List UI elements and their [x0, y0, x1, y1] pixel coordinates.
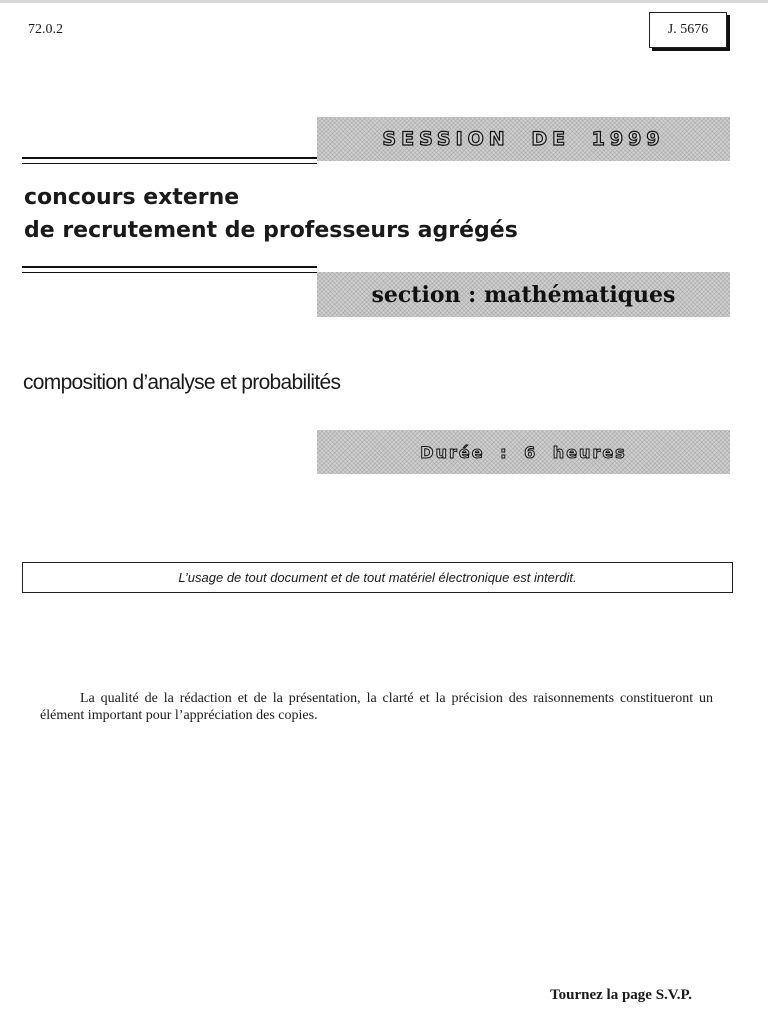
session-label: SESSION DE 1999: [382, 128, 665, 150]
section-label: section : mathématiques: [371, 281, 676, 308]
divider-rule-middle: [22, 266, 317, 268]
divider-rule-middle-thin: [22, 272, 317, 273]
instructions-text: La qualité de la rédaction et de la présentation, la clarté et la précision des raisonnements constitueront un élément important pour l’appréciation des copies.: [40, 691, 713, 723]
divider-rule-top: [22, 157, 317, 159]
section-banner: [317, 272, 730, 317]
notice-box: [22, 562, 733, 593]
instructions-paragraph: [40, 690, 713, 724]
exam-code: 72.0.2: [28, 22, 63, 37]
exam-title-line-2: de recrutement de professeurs agrégés: [24, 218, 518, 243]
notice-text: L’usage de tout document et de tout matériel électronique est interdit.: [178, 570, 577, 585]
reference-number: J. 5676: [667, 22, 709, 37]
session-banner: [317, 117, 730, 161]
duration-banner: [317, 430, 730, 474]
exam-title-line-1: concours externe: [24, 185, 240, 210]
divider-rule-top-thin: [22, 163, 317, 164]
turn-page-note: Tournez la page S.V.P.: [550, 987, 692, 1003]
reference-box: [649, 12, 727, 48]
page-top-edge: [0, 0, 768, 3]
duration-label: Durée : 6 heures: [420, 442, 627, 462]
subject-heading: composition d’analyse et probabilités: [23, 371, 341, 394]
